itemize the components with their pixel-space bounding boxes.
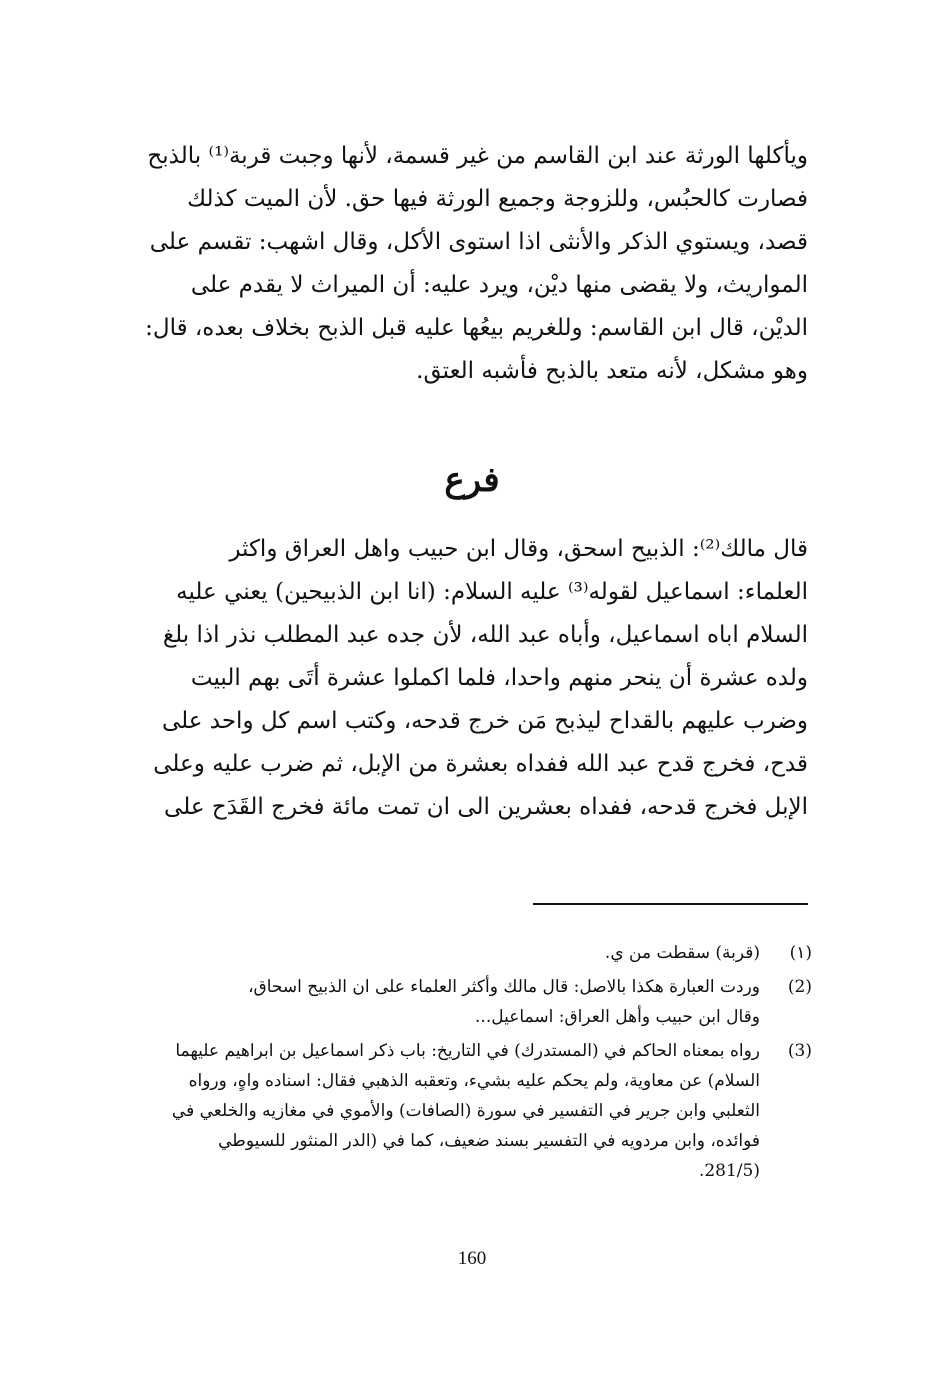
footnotes — [136, 938, 812, 1190]
paragraph-1 — [136, 135, 808, 393]
text-line: ولده عشرة أن ينحر منهم واحدا، فلما اكملوا عشرة أتَى بهم البيت — [190, 665, 808, 691]
text-line: ويأكلها الورثة عند ابن القاسم من غير قسمة، لأنها وجبت قربة⁽¹⁾ بالذبح — [147, 143, 808, 169]
footnote-number: (١) — [789, 943, 812, 963]
footnote-line: السلام) عن معاوية، ولم يحكم عليه بشيء، وتعقبه الذهبي فقال: اسناده واهٍ، ورواه — [188, 1071, 760, 1091]
text-line: وضرب عليهم بالقداح ليذبح مَن خرج قدحه، وكتب اسم كل واحد على — [161, 708, 808, 734]
footnote-text — [136, 972, 760, 1032]
footnote-3 — [136, 1036, 812, 1186]
footnote-line: فوائده، وابن مردويه في التفسير بسند ضعيف، كما في (الدر المنثور للسيوطي — [218, 1131, 760, 1151]
footnote-1 — [136, 938, 812, 968]
text-line: العلماء: اسماعيل لقوله⁽³⁾ عليه السلام: (انا ابن الذبيحين) يعني عليه — [176, 579, 808, 605]
footnote-number: (3) — [787, 1041, 812, 1061]
footnote-2 — [136, 972, 812, 1032]
text-line: المواريث، ولا يقضى منها ديْن، ويرد عليه: أن الميراث لا يقدم على — [190, 272, 808, 298]
text-line: قدح، فخرج قدح عبد الله ففداه بعشرة من الإبل، ثم ضرب عليه وعلى — [153, 751, 808, 777]
footnote-line: الثعلبي وابن جرير في التفسير في سورة (الصافات) والأموي في مغازيه والخلعي في — [171, 1101, 760, 1121]
text-line: قصد، ويستوي الذكر والأنثى اذا استوى الأكل، وقال اشهب: تقسم على — [149, 229, 808, 255]
footnote-separator — [533, 903, 808, 905]
text-line: الديْن، قال ابن القاسم: وللغريم بيعُها عليه قبل الذبح بخلاف بعده، قال: — [145, 315, 808, 341]
footnote-text — [136, 938, 760, 968]
text-line: السلام اباه اسماعيل، وأباه عبد الله، لأن جده عبد المطلب نذر اذا بلغ — [162, 622, 808, 648]
footnote-line: رواه بمعناه الحاكم في (المستدرك) في التاريخ: باب ذكر اسماعيل بن ابراهيم عليهما — [175, 1041, 760, 1061]
footnote-number: (2) — [787, 977, 812, 997]
footnote-line: (قربة) سقطت من ي. — [604, 943, 760, 963]
footnote-line: وردت العبارة هكذا بالاصل: قال مالك وأكثر العلماء على ان الذبيح اسحاق، — [248, 977, 760, 997]
text-line: الإبل فخرج قدحه، ففداه بعشرين الى ان تمت مائة فخرج القَدَح على — [164, 794, 808, 820]
paragraph-2 — [136, 528, 808, 829]
footnote-text — [136, 1036, 760, 1186]
footnote-line: (281/5. — [698, 1161, 760, 1181]
section-heading: فرع — [444, 460, 500, 500]
page-number: 160 — [457, 1248, 487, 1269]
text-line: وهو مشكل، لأنه متعد بالذبح فأشبه العتق. — [416, 358, 808, 384]
footnote-line: وقال ابن حبيب وأهل العراق: اسماعيل... — [475, 1007, 760, 1027]
text-line: فصارت كالحبُس، وللزوجة وجميع الورثة فيها حق. لأن الميت كذلك — [187, 186, 808, 212]
text-line: قال مالك⁽²⁾: الذبيح اسحق، وقال ابن حبيب واهل العراق واكثر — [229, 536, 808, 562]
